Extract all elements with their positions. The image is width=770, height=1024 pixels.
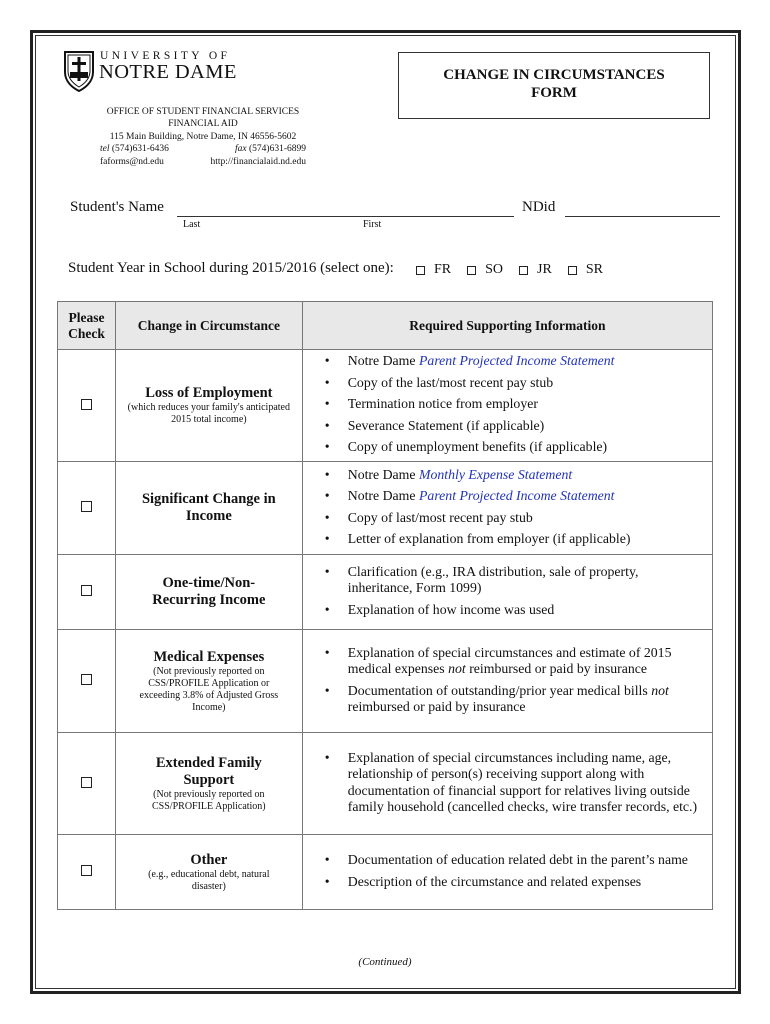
required-info-cell	[302, 733, 712, 835]
office-name: OFFICE OF STUDENT FINANCIAL SERVICES	[106, 107, 300, 117]
table-row	[58, 462, 713, 555]
list-item: • Notre Dame Monthly Expense Statement	[325, 467, 704, 483]
fax-number: (574)631-6899	[249, 144, 306, 155]
year-label: Student Year in School during 2015/2016 (select one):	[68, 260, 394, 276]
row-checkbox-cell	[58, 350, 116, 462]
change-name: Loss of Employment	[145, 385, 273, 401]
parent-income-statement-link[interactable]: Parent Projected Income Statement	[419, 353, 615, 369]
table-row	[58, 733, 713, 835]
list-item: • Copy of last/most recent pay stub	[325, 510, 704, 526]
checkbox-icon[interactable]	[81, 585, 92, 596]
year-options	[416, 262, 619, 278]
header-please-check: Please Check	[58, 302, 116, 350]
list-item: • Severance Statement (if applicable)	[325, 418, 704, 434]
list-item: • Letter of explanation from employer (if applicable)	[325, 531, 704, 547]
ndid-label: NDid	[522, 199, 556, 215]
row-checkbox-cell	[58, 462, 116, 555]
form-title-line2: FORM	[531, 85, 577, 101]
checkbox-icon[interactable]	[81, 777, 92, 788]
change-note: (Not previously reported on CSS/PROFILE Application or exceeding 3.8% of Adjusted Gross Income)	[139, 665, 279, 713]
monthly-expense-statement-link[interactable]: Monthly Expense Statement	[419, 466, 573, 482]
row-checkbox-cell	[58, 555, 116, 630]
list-item: • Explanation of how income was used	[325, 602, 704, 618]
tel-label: tel	[100, 144, 110, 155]
office-contact-block	[100, 106, 306, 168]
fax-label: fax	[235, 144, 247, 155]
form-title	[398, 52, 710, 119]
header-required-info: Required Supporting Information	[302, 302, 712, 350]
change-name: Medical Expenses	[153, 648, 265, 665]
list-item: • Notre Dame Parent Projected Income Statement	[325, 353, 704, 369]
table-header-row	[58, 302, 713, 350]
change-cell	[115, 733, 302, 835]
change-name: Other	[190, 851, 228, 868]
required-info-cell	[302, 630, 712, 733]
year-option-so[interactable]: SO	[467, 262, 503, 278]
required-info-cell	[302, 835, 712, 910]
row-checkbox-cell	[58, 630, 116, 733]
table-row	[58, 555, 713, 630]
checkbox-icon[interactable]	[81, 674, 92, 685]
list-item: • Copy of the last/most recent pay stub	[325, 375, 704, 391]
phone-row	[100, 143, 306, 155]
university-small-text: UNIVERSITY OF	[100, 50, 231, 62]
list-item: • Clarification (e.g., IRA distribution, sale of property, inheritance, Form 1099)	[325, 564, 704, 597]
change-cell	[115, 350, 302, 462]
change-note: (which reduces your family's anticipated 2015 total income)	[127, 402, 290, 425]
year-option-jr[interactable]: JR	[519, 262, 552, 278]
form-title-line1: CHANGE IN CIRCUMSTANCES	[443, 67, 665, 83]
list-item: • Explanation of special circumstances including name, age, relationship of person(s) receiving support along with documentation of financial support for relatives living outside family household (cancelled checks, wire transfer records, etc.)	[325, 750, 704, 816]
parent-income-statement-link[interactable]: Parent Projected Income Statement	[419, 488, 615, 504]
student-name-field[interactable]	[177, 216, 514, 217]
change-cell	[115, 630, 302, 733]
checkbox-icon[interactable]	[416, 266, 425, 275]
required-info-cell	[302, 555, 712, 630]
change-name: Significant Change in Income	[141, 491, 276, 524]
office-email[interactable]: faforms@nd.edu	[100, 156, 164, 167]
office-website[interactable]: http://financialaid.nd.edu	[210, 156, 306, 167]
change-note: (e.g., educational debt, natural disaster)	[148, 868, 270, 892]
change-name: Extended Family Support	[155, 754, 262, 788]
year-option-sr[interactable]: SR	[568, 262, 603, 278]
list-item: • Copy of unemployment benefits (if applicable)	[325, 439, 704, 455]
ndid-field[interactable]	[565, 216, 720, 217]
change-cell	[115, 555, 302, 630]
web-row	[100, 156, 306, 168]
change-cell	[115, 462, 302, 555]
office-address: 115 Main Building, Notre Dame, IN 46556-5602	[109, 131, 297, 142]
shield-icon	[63, 50, 95, 92]
row-checkbox-cell	[58, 835, 116, 910]
header-change: Change in Circumstance	[115, 302, 302, 350]
university-big-text: NOTRE DAME	[99, 61, 237, 83]
table-row	[58, 630, 713, 733]
table-row	[58, 350, 713, 462]
list-item: • Termination notice from employer	[325, 396, 704, 412]
list-item: • Description of the circumstance and related expenses	[325, 874, 704, 890]
checkbox-icon[interactable]	[467, 266, 476, 275]
checkbox-icon[interactable]	[81, 399, 92, 410]
checkbox-icon[interactable]	[519, 266, 528, 275]
checkbox-icon[interactable]	[81, 501, 92, 512]
continued-note: (Continued)	[358, 956, 412, 968]
year-option-fr[interactable]: FR	[416, 262, 451, 278]
student-name-label: Student's Name	[70, 199, 164, 215]
required-info-cell	[302, 462, 712, 555]
university-logo	[63, 50, 263, 100]
change-note: (Not previously reported on CSS/PROFILE Application)	[152, 788, 266, 812]
change-name: One-time/Non-Recurring Income	[152, 575, 266, 608]
row-checkbox-cell	[58, 733, 116, 835]
checkbox-icon[interactable]	[81, 865, 92, 876]
required-info-cell	[302, 350, 712, 462]
list-item: • Documentation of outstanding/prior year medical bills not reimbursed or paid by insurance	[325, 683, 704, 716]
first-name-label: First	[363, 219, 382, 230]
list-item: • Documentation of education related debt in the parent’s name	[325, 852, 704, 868]
last-name-label: Last	[183, 219, 201, 230]
office-dept: FINANCIAL AID	[168, 119, 238, 130]
checkbox-icon[interactable]	[568, 266, 577, 275]
table-row	[58, 835, 713, 910]
circumstances-table	[57, 301, 713, 910]
change-cell	[115, 835, 302, 910]
list-item: • Explanation of special circumstances and estimate of 2015 medical expenses not reimbursed or paid by insurance	[325, 645, 704, 678]
tel-number: (574)631-6436	[111, 144, 169, 155]
list-item: • Notre Dame Parent Projected Income Statement	[325, 488, 704, 504]
